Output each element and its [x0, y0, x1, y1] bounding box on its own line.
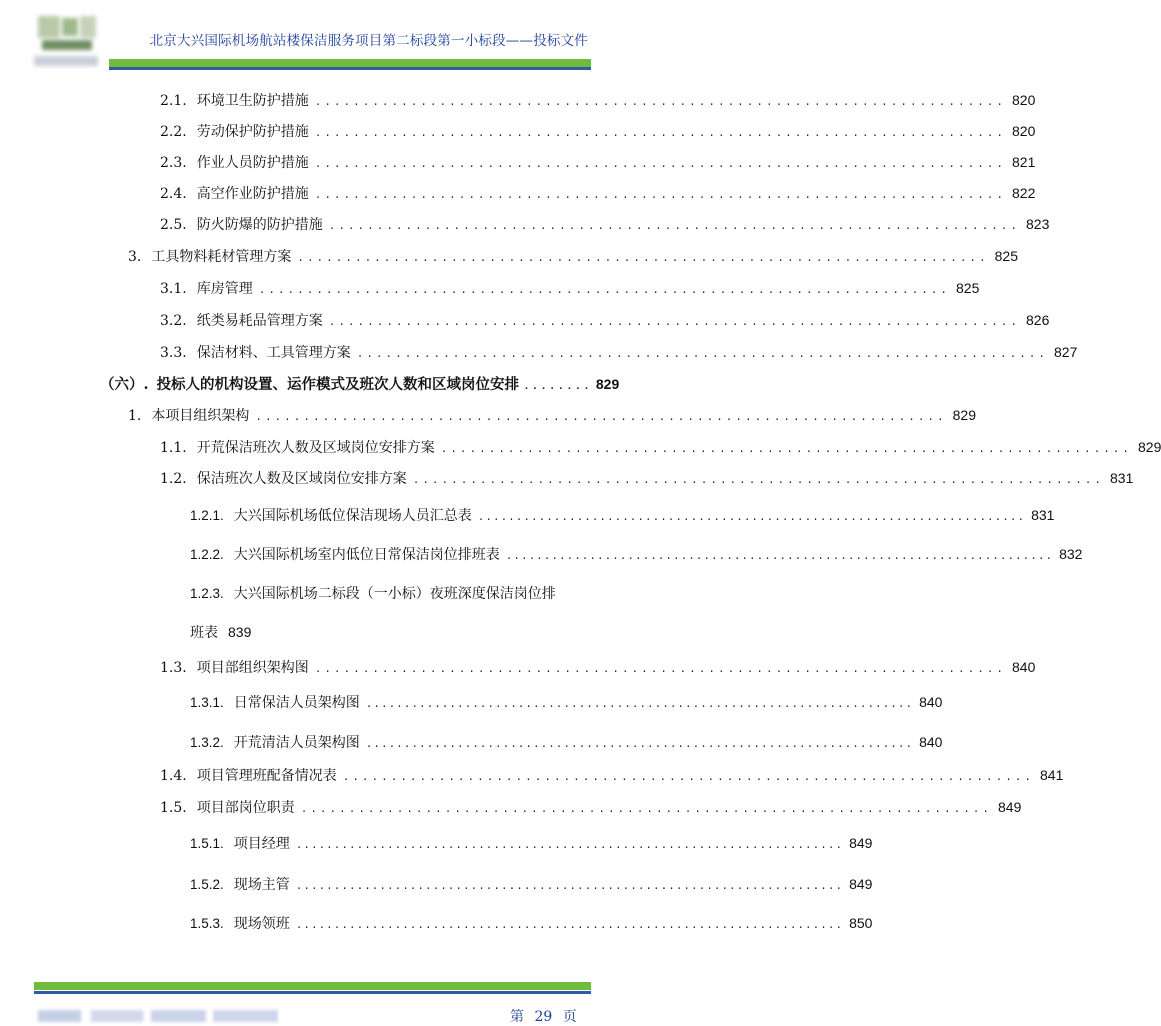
toc-leader-dots: ........................................................................ — [295, 881, 844, 893]
toc-entry[interactable] — [190, 691, 943, 713]
toc-entry-title: 大兴国际机场低位保洁现场人员汇总表 — [233, 508, 472, 524]
toc-entry-title: 高空作业防护措施 — [196, 186, 309, 202]
toc-entry-number: （六）. — [100, 376, 149, 393]
toc-entry-page: 840 — [919, 734, 943, 750]
toc-entry-page: 840 — [919, 694, 943, 710]
toc-entry-page: 849 — [849, 876, 873, 892]
toc-entry[interactable] — [160, 89, 1036, 111]
toc-entry[interactable] — [128, 245, 1018, 267]
toc-entry-page: 829 — [952, 407, 976, 423]
toc-entry-page: 822 — [1012, 185, 1036, 201]
toc-entry[interactable] — [160, 277, 980, 299]
toc-entry-title: 现场主管 — [233, 877, 290, 893]
toc-leader-dots: ........................................................................ — [328, 221, 1020, 233]
toc-leader-dots: ........................................................................ — [328, 317, 1020, 329]
toc-entry-number: 2.3. — [160, 155, 187, 171]
toc-entry[interactable] — [100, 373, 620, 395]
toc-entry-continuation[interactable] — [190, 621, 251, 643]
toc-entry-page: 823 — [1026, 216, 1050, 232]
toc-entry-page: 839 — [228, 624, 252, 640]
toc-entry-title: 项目经理 — [233, 836, 290, 852]
toc-entry-page: 840 — [1012, 659, 1036, 675]
toc-entry-number: 1.3.1. — [190, 695, 224, 710]
toc-entry-number: 3.2. — [160, 313, 187, 329]
toc-entry-page: 820 — [1012, 92, 1036, 108]
toc-entry-title: 开荒保洁班次人数及区域岗位安排方案 — [196, 440, 435, 456]
toc-leader-dots: ........................................................................ — [314, 190, 1006, 202]
toc-entry-title: 纸类易耗品管理方案 — [196, 313, 323, 329]
toc-entry-title: 工具物料耗材管理方案 — [151, 249, 292, 265]
toc-entry-title: 大兴国际机场室内低位日常保洁岗位排班表 — [233, 547, 500, 563]
toc-leader-dots: ........................................................................ — [300, 804, 992, 816]
toc-entry-number: 1.2.1. — [190, 508, 224, 523]
toc-leader-dots: ........ — [523, 381, 592, 393]
toc-leader-dots: ........................................................................ — [255, 412, 947, 424]
toc-leader-dots: ........................................................................ — [314, 664, 1006, 676]
toc-entry-page: 829 — [595, 376, 620, 392]
toc-leader-dots: ........................................................................ — [412, 475, 1104, 487]
toc-entry-title: 作业人员防护措施 — [196, 155, 309, 171]
toc-leader-dots: ........................................................................ — [365, 699, 914, 711]
toc-entry-title: 项目部组织架构图 — [196, 660, 309, 676]
toc-entry-title: 劳动保护防护措施 — [196, 124, 309, 140]
toc-entry-number: 3. — [128, 249, 142, 265]
toc-entry-title: 日常保洁人员架构图 — [233, 695, 360, 711]
toc-entry-title-continued: 班表 — [190, 625, 218, 641]
toc-entry[interactable] — [128, 404, 976, 426]
toc-entry[interactable] — [160, 764, 1064, 786]
toc-leader-dots: ........................................................................ — [342, 772, 1034, 784]
toc-entry-page: 821 — [1012, 154, 1036, 170]
toc-entry-page: 827 — [1054, 344, 1078, 360]
toc-entry-number: 1.2.2. — [190, 547, 224, 562]
toc-leader-dots: ........................................................................ — [314, 128, 1006, 140]
toc-entry-page: 825 — [956, 280, 980, 296]
toc-entry[interactable] — [190, 731, 943, 753]
toc-entry-title: 保洁班次人数及区域岗位安排方案 — [196, 471, 407, 487]
toc-leader-dots: ........................................................................ — [258, 285, 950, 297]
toc-entry[interactable] — [190, 912, 873, 934]
toc-entry-page: 829 — [1138, 439, 1161, 455]
toc-entry-number: 1.5. — [160, 800, 187, 816]
toc-entry-page: 849 — [998, 799, 1022, 815]
toc-leader-dots: ........................................................................ — [440, 444, 1132, 456]
toc-entry-number: 2.4. — [160, 186, 187, 202]
toc-entry-page: 826 — [1026, 312, 1050, 328]
toc-entry-title: 本项目组织架构 — [151, 408, 250, 424]
toc-leader-dots: ........................................................................ — [295, 840, 844, 852]
toc-entry-page: 832 — [1059, 546, 1083, 562]
toc-entry-title: 现场领班 — [233, 916, 290, 932]
toc-entry-number: 2.1. — [160, 93, 187, 109]
toc-entry-number: 1.1. — [160, 440, 187, 456]
toc-entry-page: 849 — [849, 835, 873, 851]
toc-leader-dots: ........................................................................ — [314, 159, 1006, 171]
toc-entry-title: 保洁材料、工具管理方案 — [196, 345, 351, 361]
toc-entry-title: 投标人的机构设置、运作模式及班次人数和区域岗位安排 — [156, 376, 520, 393]
toc-entry[interactable] — [160, 436, 1161, 458]
toc-entry-page: 825 — [994, 248, 1018, 264]
toc-entry-title: 项目管理班配备情况表 — [196, 768, 337, 784]
toc-entry-number: 3.1. — [160, 281, 187, 297]
footer-company-info-redacted — [38, 1010, 278, 1022]
toc-entry-number: 1.4. — [160, 768, 187, 784]
toc-entry[interactable] — [160, 151, 1036, 173]
toc-entry-number: 2.5. — [160, 217, 187, 233]
toc-entry-title: 项目部岗位职责 — [196, 800, 295, 816]
toc-entry-title: 库房管理 — [196, 281, 253, 297]
toc-leader-dots: ........................................................................ — [365, 739, 914, 751]
toc-entry[interactable] — [190, 583, 591, 605]
toc-leader-dots: ........................................................................ — [356, 349, 1048, 361]
toc-entry-number: 1.5.3. — [190, 916, 224, 931]
toc-entry[interactable] — [160, 182, 1036, 204]
toc-entry-title: 大兴国际机场二标段（一小标）夜班深度保洁岗位排 — [233, 586, 556, 602]
toc-entry-title: 环境卫生防护措施 — [196, 93, 309, 109]
toc-entry[interactable] — [160, 796, 1022, 818]
toc-entry-number: 1.2.3. — [190, 586, 224, 601]
toc-entry-page: 820 — [1012, 123, 1036, 139]
toc-entry-page: 831 — [1110, 470, 1134, 486]
toc-leader-dots: ........................................................................ — [295, 920, 844, 932]
toc-entry-number: 1.2. — [160, 471, 187, 487]
toc-entry-title: 防火防爆的防护措施 — [196, 217, 323, 233]
toc-entry-page: 850 — [849, 915, 873, 931]
toc-leader-dots: ........................................................................ — [314, 97, 1006, 109]
toc-leader-dots: ........................................................................ — [477, 512, 1026, 524]
toc-entry-number: 1.3. — [160, 660, 187, 676]
toc-entry[interactable] — [160, 467, 1134, 489]
toc-entry[interactable] — [190, 504, 1055, 526]
page-number: 第 29 页 — [510, 1009, 577, 1025]
toc-entry-number: 1.5.2. — [190, 877, 224, 892]
footer-divider-blue — [34, 991, 591, 994]
toc-entry-number: 2.2. — [160, 124, 187, 140]
toc-entry[interactable] — [160, 309, 1050, 331]
toc-entry[interactable] — [160, 656, 1036, 678]
toc-entry-number: 1.5.1. — [190, 836, 224, 851]
toc-entry[interactable] — [160, 213, 1050, 235]
toc-entry[interactable] — [190, 873, 873, 895]
toc-entry-number: 1.3.2. — [190, 735, 224, 750]
toc-entry[interactable] — [160, 341, 1078, 363]
document-header-title: 北京大兴国际机场航站楼保洁服务项目第二标段第一小标段——投标文件 — [149, 33, 588, 49]
toc-leader-dots: ........................................................................ — [297, 253, 989, 265]
toc-entry[interactable] — [190, 832, 873, 854]
toc-entry-number: 1. — [128, 408, 142, 424]
toc-entry-number: 3.3. — [160, 345, 187, 361]
toc-entry-page: 841 — [1040, 767, 1064, 783]
toc-entry[interactable] — [160, 120, 1036, 142]
toc-entry-title: 开荒清洁人员架构图 — [233, 735, 360, 751]
footer-divider-green — [34, 982, 591, 990]
toc-entry[interactable] — [190, 543, 1083, 565]
toc-entry-page: 831 — [1031, 507, 1055, 523]
toc-leader-dots: ........................................................................ — [505, 551, 1054, 563]
